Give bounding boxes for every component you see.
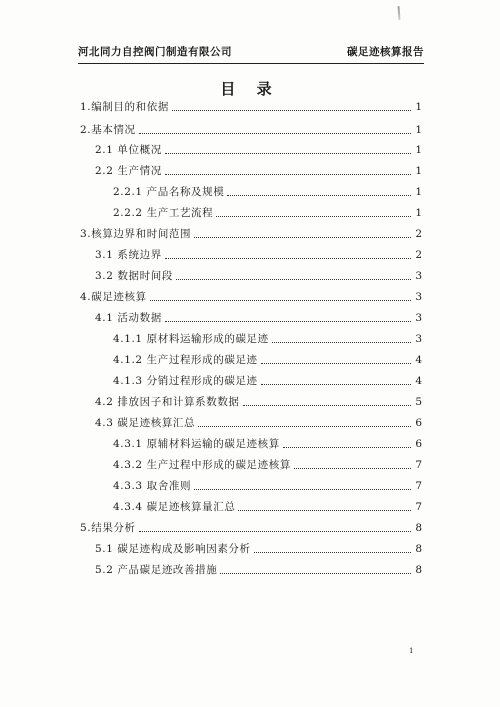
toc-entry-label: 2.1 单位概况 (80, 144, 164, 157)
toc-entry-label: 4.3.4 碳足迹核算量汇总 (80, 501, 237, 514)
page-header (78, 40, 424, 64)
toc-leader (150, 300, 411, 301)
toc-entry-4-3-1[interactable] (80, 437, 422, 451)
toc-entry-2-2-1[interactable] (80, 185, 422, 199)
toc-entry-4[interactable] (80, 290, 422, 304)
toc-leader (176, 279, 411, 280)
header-company: 河北同力自控阀门制造有限公司 (78, 46, 232, 58)
toc-entry-page: 1 (415, 124, 422, 136)
toc-entry-page: 1 (415, 101, 422, 113)
toc-entry-page: 6 (415, 438, 422, 450)
header-report-name: 碳足迹核算报告 (347, 46, 424, 58)
toc-entry-label: 4.3 碳足迹核算汇总 (80, 417, 197, 430)
toc-entry-5-1[interactable] (80, 542, 422, 556)
toc-entry-2-2[interactable] (80, 164, 422, 178)
toc-entry-4-1-2[interactable] (80, 353, 422, 367)
toc-entry-4-1[interactable] (80, 311, 422, 325)
toc-leader (194, 489, 411, 490)
toc-leader (283, 447, 411, 448)
toc-entry-label: 4.1.3 分销过程形成的碳足迹 (80, 375, 260, 388)
toc-entry-label: 4.2 排放因子和计算系数数据 (80, 396, 242, 409)
toc-entry-page: 7 (415, 501, 422, 513)
toc-entry-5-2[interactable] (80, 563, 422, 577)
toc-entry-page: 4 (415, 354, 422, 366)
toc-leader (254, 552, 411, 553)
toc-entry-1[interactable] (80, 100, 422, 114)
toc-entry-2[interactable] (80, 123, 422, 137)
toc-entry-label: 4.3.2 生产过程中形成的碳足迹核算 (80, 459, 293, 472)
toc-leader (139, 531, 411, 532)
toc-entry-label: 4.1.2 生产过程形成的碳足迹 (80, 354, 260, 367)
toc-entry-page: 8 (415, 564, 422, 576)
toc-entry-2-1[interactable] (80, 143, 422, 157)
toc-entry-3-1[interactable] (80, 248, 422, 262)
toc-entry-page: 3 (415, 312, 422, 324)
toc-entry-label: 1.编制目的和依据 (80, 101, 169, 113)
toc-entry-page: 3 (415, 333, 422, 345)
toc-entry-label: 3.核算边界和时间范围 (80, 228, 192, 240)
toc-entry-label: 3.2 数据时间段 (80, 270, 175, 283)
toc-entry-label: 4.3.3 取舍准则 (80, 480, 193, 493)
toc-entry-label: 2.2 生产情况 (80, 165, 164, 178)
toc-entry-page: 3 (415, 291, 422, 303)
toc-entry-label: 5.1 碳足迹构成及影响因素分析 (80, 543, 253, 556)
toc-entry-4-2[interactable] (80, 395, 422, 409)
toc-entry-4-1-3[interactable] (80, 374, 422, 388)
toc-entry-label: 4.3.1 原辅材料运输的碳足迹核算 (80, 438, 282, 451)
toc-entry-page: 7 (415, 459, 422, 471)
toc-entry-label: 4.1 活动数据 (80, 312, 164, 325)
toc-leader (261, 363, 411, 364)
toc-entry-label: 4.碳足迹核算 (80, 291, 147, 303)
toc-entry-3[interactable] (80, 227, 422, 241)
toc-entry-label: 2.2.1 产品名称及规模 (80, 186, 226, 199)
pen-mark (398, 6, 401, 20)
toc-entry-label: 5.2 产品碳足迹改善措施 (80, 564, 219, 577)
toc-leader (261, 384, 411, 385)
toc-entry-label: 2.2.2 生产工艺流程 (80, 207, 215, 220)
toc-entry-4-3-3[interactable] (80, 479, 422, 493)
toc-entry-4-3-2[interactable] (80, 458, 422, 472)
toc-entry-page: 1 (415, 207, 422, 219)
toc-entry-4-1-1[interactable] (80, 332, 422, 346)
page-title: 目 录 (220, 80, 280, 98)
toc-leader (165, 174, 411, 175)
toc-entry-5[interactable] (80, 521, 422, 535)
toc-entry-label: 5.结果分析 (80, 522, 136, 534)
toc-entry-4-3-4[interactable] (80, 500, 422, 514)
toc-leader (220, 573, 411, 574)
toc-leader (165, 153, 411, 154)
page-number: 1 (409, 647, 414, 655)
toc-leader (198, 426, 411, 427)
toc-entry-page: 8 (415, 543, 422, 555)
toc-entry-page: 1 (415, 186, 422, 198)
toc-leader (243, 405, 411, 406)
toc-entry-page: 1 (415, 144, 422, 156)
toc-entry-label: 2.基本情况 (80, 124, 136, 136)
toc-leader (165, 321, 411, 322)
toc-entry-page: 2 (415, 249, 422, 261)
toc-entry-3-2[interactable] (80, 269, 422, 283)
toc-leader (294, 468, 411, 469)
toc-entry-page: 1 (415, 165, 422, 177)
toc-leader (238, 510, 411, 511)
toc-leader (216, 216, 411, 217)
toc-entry-page: 7 (415, 480, 422, 492)
toc-entry-label: 4.1.1 原材料运输形成的碳足迹 (80, 333, 271, 346)
toc-entry-page: 2 (415, 228, 422, 240)
toc-leader (139, 133, 411, 134)
toc-entry-page: 8 (415, 522, 422, 534)
toc-entry-page: 3 (415, 270, 422, 282)
toc-entry-4-3[interactable] (80, 416, 422, 430)
toc-entry-label: 3.1 系统边界 (80, 249, 164, 262)
toc-leader (272, 342, 411, 343)
toc-entry-page: 5 (415, 396, 422, 408)
header-rule (78, 63, 424, 64)
toc-leader (194, 237, 411, 238)
toc-entry-2-2-2[interactable] (80, 206, 422, 220)
toc-leader (227, 195, 411, 196)
toc-leader (165, 258, 411, 259)
toc-leader (172, 110, 411, 111)
toc-entry-page: 6 (415, 417, 422, 429)
toc-entry-page: 4 (415, 375, 422, 387)
